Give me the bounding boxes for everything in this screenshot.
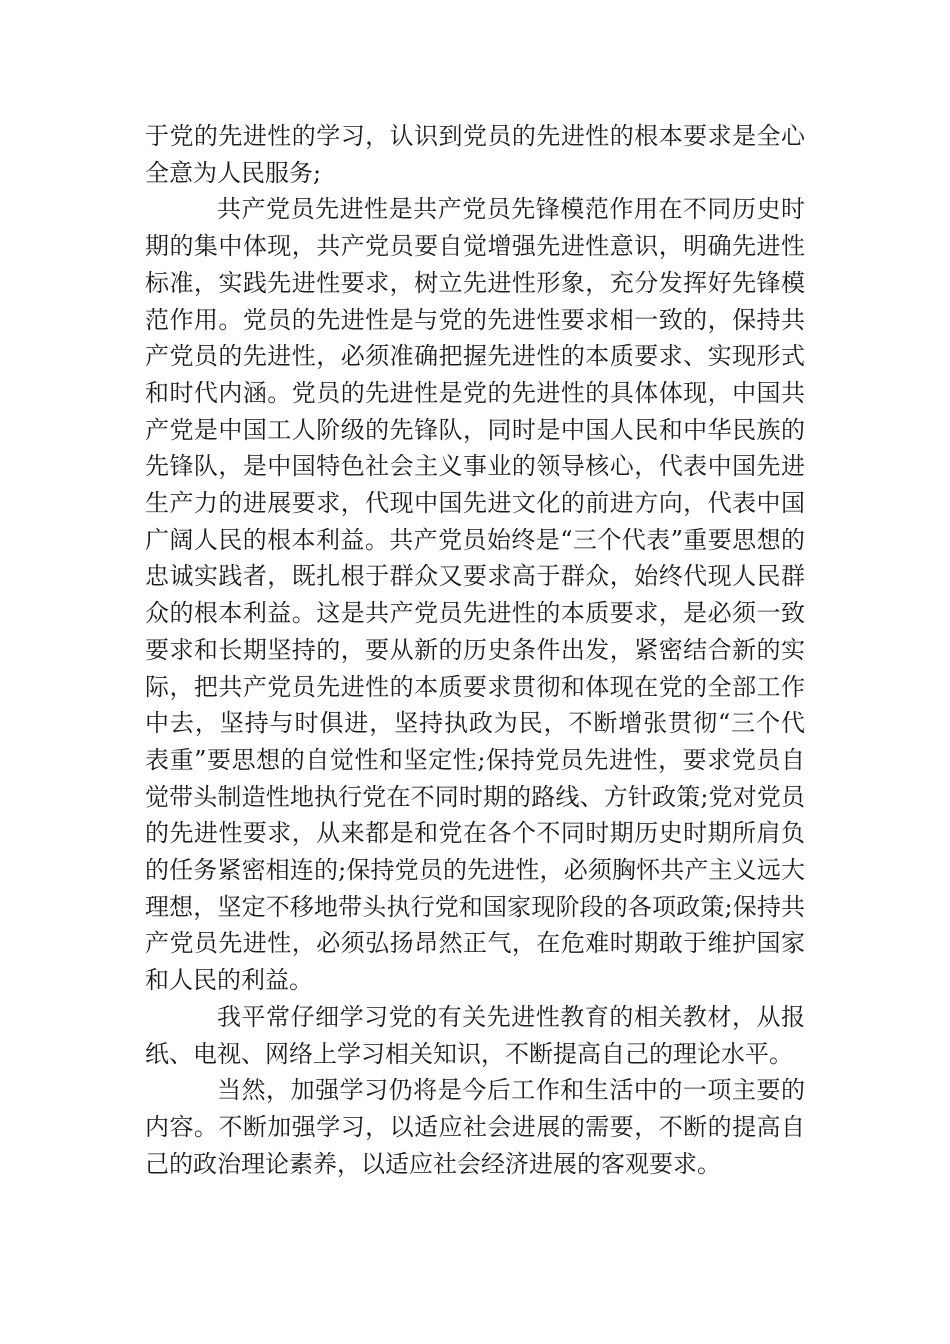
paragraph-strengthen-learning: 当然，加强学习仍将是今后工作和生活中的一项主要的内容。不断加强学习，以适应社会进展的需要，不断的提高自己的政治理论素养，以适应社会经济进展的客观要求。 <box>145 1076 805 1178</box>
paragraph-continuation: 于党的先进性的学习，认识到党员的先进性的根本要求是全心全意为人民服务; <box>145 122 805 187</box>
paragraph-study-materials: 我平常仔细学习党的有关先进性教育的相关教材，从报纸、电视、网络上学习相关知识，不断提高自己的理论水平。 <box>145 1002 805 1068</box>
paragraph-advanced-nature: 共产党员先进性是共产党员先锋模范作用在不同历史时期的集中体现，共产党员要自觉增强先进性意识，明确先进性标准，实践先进性要求，树立先进性形象，充分发挥好先锋模范作用。党员的先进性是与党的先进性要求相一致的，保持共产党员的先进性，必须准确把握先进性的本质要求、实现形式和时代内涵。党员的先进性是党的先进性的具体体现，中国共产党是中国工人阶级的先锋队，同时是中国人民和中华民族的先锋队，是中国特色社会主义事业的领导核心，代表中国先进生产力的进展要求，代现中国先进文化的前进方向，代表中国广阔人民的根本利益。共产党员始终是“三个代表”重要思想的忠诚实践者，既扎根于群众又要求高于群众，始终代现人民群众的根本利益。这是共产党员先进性的本质要求，是必须一致要求和长期坚持的，要从新的历史条件出发，紧密结合新的实际，把共产党员先进性的本质要求贯彻和体现在党的全部工作中去，坚持与时俱进，坚持执政为民，不断增张贯彻“三个代表重”要思想的自觉性和坚定性;保持党员先进性，要求党员自觉带头制造性地执行党在不同时期的路线、方针政策;党对党员的先进性要求，从来都是和党在各个不同时期历史时期所肩负的任务紧密相连的;保持党员的先进性，必须胸怀共产主义远大理想，坚定不移地带头执行党和国家现阶段的各项政策;保持共产党员先进性，必须弘扬昂然正气，在危难时期敢于维护国家和人民的利益。 <box>145 195 805 995</box>
document-page <box>145 118 805 1182</box>
